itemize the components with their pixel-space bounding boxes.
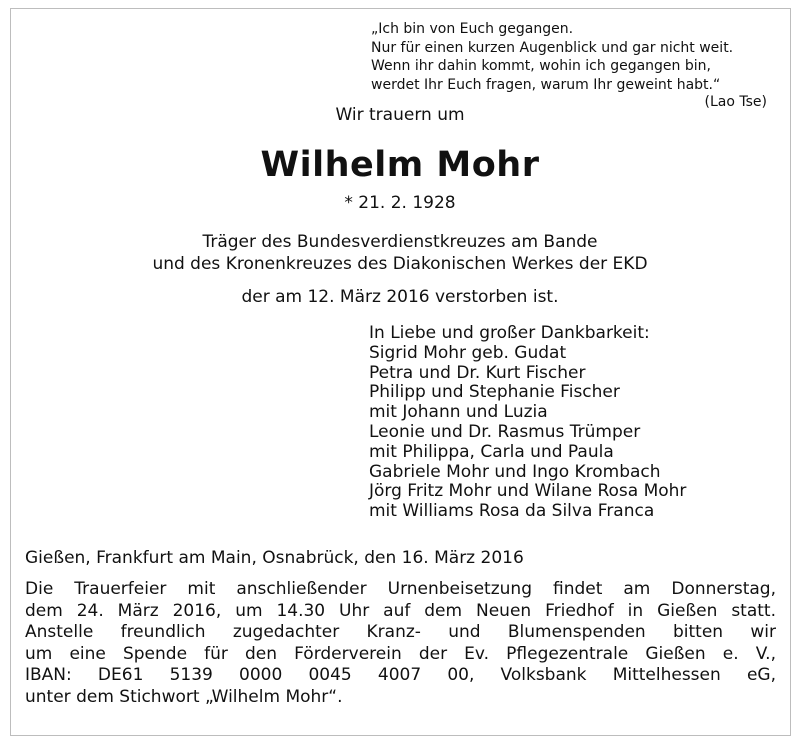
quote-block	[371, 20, 789, 111]
family-member: Petra und Dr. Kurt Fischer	[369, 362, 586, 383]
family-member: Sigrid Mohr geb. Gudat	[369, 342, 567, 363]
quote-line: Nur für einen kurzen Augenblick und gar nicht weit.	[371, 39, 734, 56]
family-member: Gabriele Mohr und Ingo Krombach	[369, 461, 661, 482]
deceased-name: Wilhelm Mohr	[260, 145, 540, 185]
honor-line: und des Kronenkreuzes des Diakonischen Werkes der EKD	[152, 254, 648, 274]
notice-line: Anstelle freundlich zugedachter Kranz- und Blumenspenden bitten wir	[25, 622, 776, 642]
intro-text: Wir trauern um	[335, 105, 465, 125]
birth-date: * 21. 2. 1928	[344, 193, 456, 213]
family-member: mit Johann und Luzia	[369, 402, 548, 423]
honor-line: Träger des Bundesverdienstkreuzes am Bande	[202, 232, 598, 252]
notice-line: Die Trauerfeier mit anschließender Urnenbeisetzung findet am Donnerstag,	[25, 579, 776, 599]
notice-line: dem 24. März 2016, um 14.30 Uhr auf dem Neuen Friedhof in Gießen statt.	[25, 600, 776, 621]
notice-line: IBAN: DE61 5139 0000 0045 4007 00, Volksbank Mittelhessen eG,	[25, 665, 776, 685]
family-member: mit Williams Rosa da Silva Franca	[369, 501, 655, 522]
notice-line: unter dem Stichwort „Wilhelm Mohr“.	[25, 686, 343, 707]
honors-block	[0, 231, 800, 275]
notice-line: um eine Spende für den Förderverein der Ev. Pflegezentrale Gießen e. V.,	[25, 643, 776, 664]
death-statement: der am 12. März 2016 verstorben ist.	[241, 287, 559, 307]
quote-line: werdet Ihr Euch fragen, warum Ihr geweint habt.“	[371, 76, 721, 93]
funeral-notice	[25, 579, 776, 708]
family-list	[369, 324, 686, 522]
quote-line: Wenn ihr dahin kommt, wohin ich gegangen bin,	[371, 58, 711, 74]
family-member: mit Philippa, Carla und Paula	[369, 441, 614, 462]
family-member: Jörg Fritz Mohr und Wilane Rosa Mohr	[369, 481, 687, 502]
quote-author: (Lao Tse)	[704, 94, 767, 110]
place-date: Gießen, Frankfurt am Main, Osnabrück, den 16. März 2016	[25, 548, 524, 568]
quote-line: „Ich bin von Euch gegangen.	[371, 21, 574, 37]
family-member: Philipp und Stephanie Fischer	[369, 382, 620, 403]
family-heading: In Liebe und großer Dankbarkeit:	[369, 323, 650, 343]
family-member: Leonie und Dr. Rasmus Trümper	[369, 421, 641, 442]
